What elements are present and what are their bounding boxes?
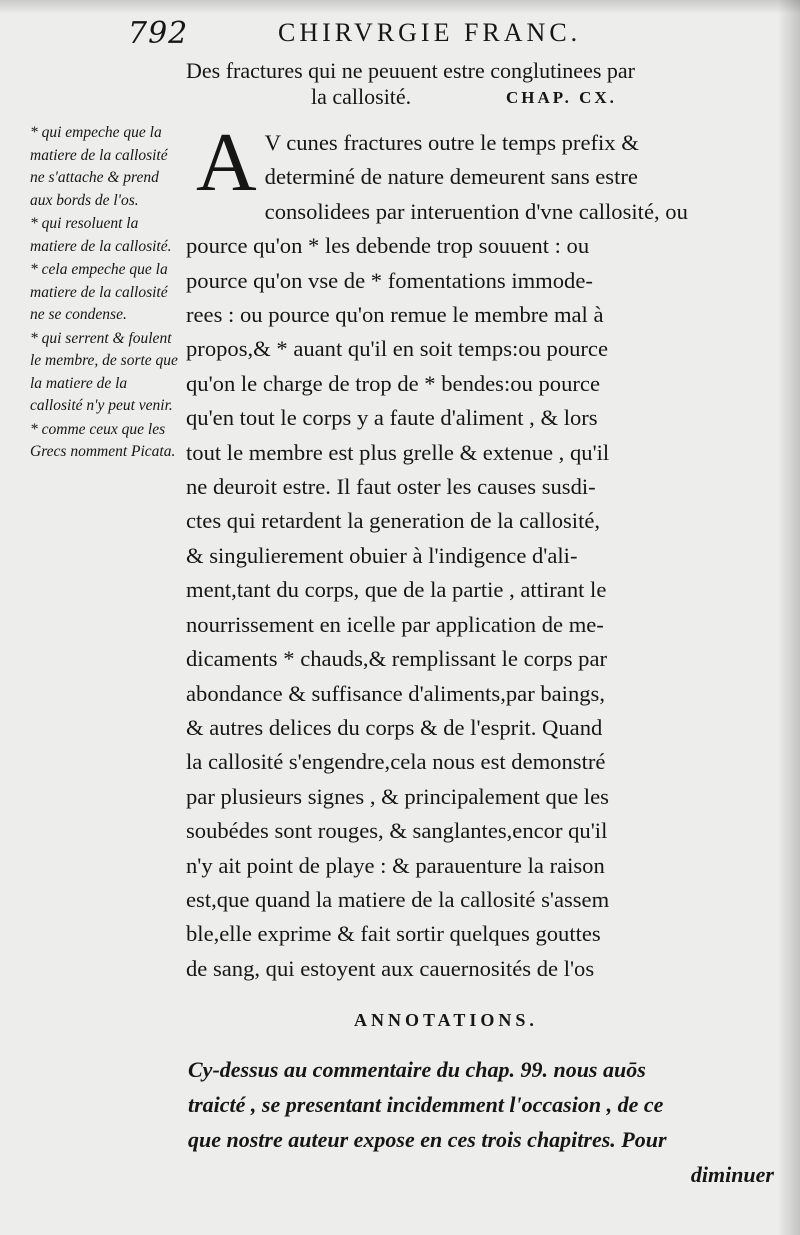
body-line: ble,elle exprime & fait sortir quelques gouttes [186,921,601,947]
running-head: CHIRVRGIE FRANC. [278,18,582,47]
annotation-catchword: diminuer [690,1162,774,1187]
body-line: & singulierement obuier à l'indigence d'ali- [186,542,578,568]
body-line: pource qu'on vse de * fomentations immode- [186,267,593,293]
body-line: de sang, qui estoyent aux cauernosités de l'os [186,955,595,981]
body-line: determiné de nature demeurent sans estre [264,164,638,190]
body-line: nourrissement en icelle par application de me- [186,611,604,637]
page-header [128,14,778,54]
body-line: consolidees par interuention d'vne callosité, ou [264,198,688,224]
drop-cap: A [196,116,257,209]
page-top-shadow [0,0,800,14]
body-line: pource qu'on * les debende trop souuent : ou [186,233,590,259]
marginal-notes [30,122,180,465]
body-line: V cunes fractures outre le temps prefix & [264,130,639,155]
annotation-line: traicté , se presentant incidemment l'occasion , de ce [188,1092,664,1117]
page-edge-shadow [778,0,800,1235]
body-line: est,que quand la matiere de la callosité s'assem [186,886,610,912]
annotations-heading: ANNOTATIONS. [354,1010,538,1030]
body-line: ctes qui retardent la generation de la callosité, [186,508,601,534]
body-line: propos,& * auant qu'il en soit temps:ou pource [186,336,608,362]
body-line: qu'on le charge de trop de * bendes:ou pource [186,370,600,396]
body-line: tout le membre est plus grelle & extenue , qu'il [186,439,610,465]
chapter-label: CHAP. CX. [506,88,617,107]
body-line: ne deuroit estre. Il faut oster les causes susdi- [186,474,596,500]
body-line: & autres delices du corps & de l'esprit. Quand [186,714,603,740]
annotations-body [188,1052,788,1192]
body-line: ment,tant du corps, que de la partie , attirant le [186,577,607,603]
marginal-note: * qui serrent & foulent le membre, de sorte que la matiere de la callosité n'y peut venir. [30,329,178,414]
chapter-body [186,116,776,986]
chapter-title-line-1: Des fractures qui ne peuuent estre conglutinees par [186,58,635,83]
body-line: qu'en tout le corps y a faute d'aliment , & lors [186,405,598,431]
body-line: la callosité s'engendre,cela nous est demonstré [186,749,606,775]
chapter-title [186,58,776,110]
body-line: soubédes sont rouges, & sanglantes,encor qu'il [186,818,608,844]
marginal-note: * qui resoluent la matiere de la callosité. [30,215,172,255]
page-number: 792 [128,16,189,51]
body-line: rees : ou pource qu'on remue le membre mal à [186,302,604,328]
chapter-title-line-2: la callosité. [311,84,412,109]
marginal-note: * cela empeche que la matiere de la callosité ne se condense. [30,261,168,323]
annotation-line: Cy-dessus au commentaire du chap. 99. nous auōs [188,1057,646,1082]
body-line: abondance & suffisance d'aliments,par baings, [186,680,605,706]
marginal-note: * comme ceux que les Grecs nomment Picata. [30,420,176,460]
marginal-note: * qui empeche que la matiere de la callosité ne s'attache & prend aux bords de l'os. [30,124,168,209]
body-line: dicaments * chauds,& remplissant le corps par [186,646,608,672]
annotation-line: que nostre auteur expose en ces trois chapitres. Pour [188,1127,667,1152]
body-line: n'y ait point de playe : & parauenture la raison [186,852,605,878]
body-line: par plusieurs signes , & principalement que les [186,783,609,809]
